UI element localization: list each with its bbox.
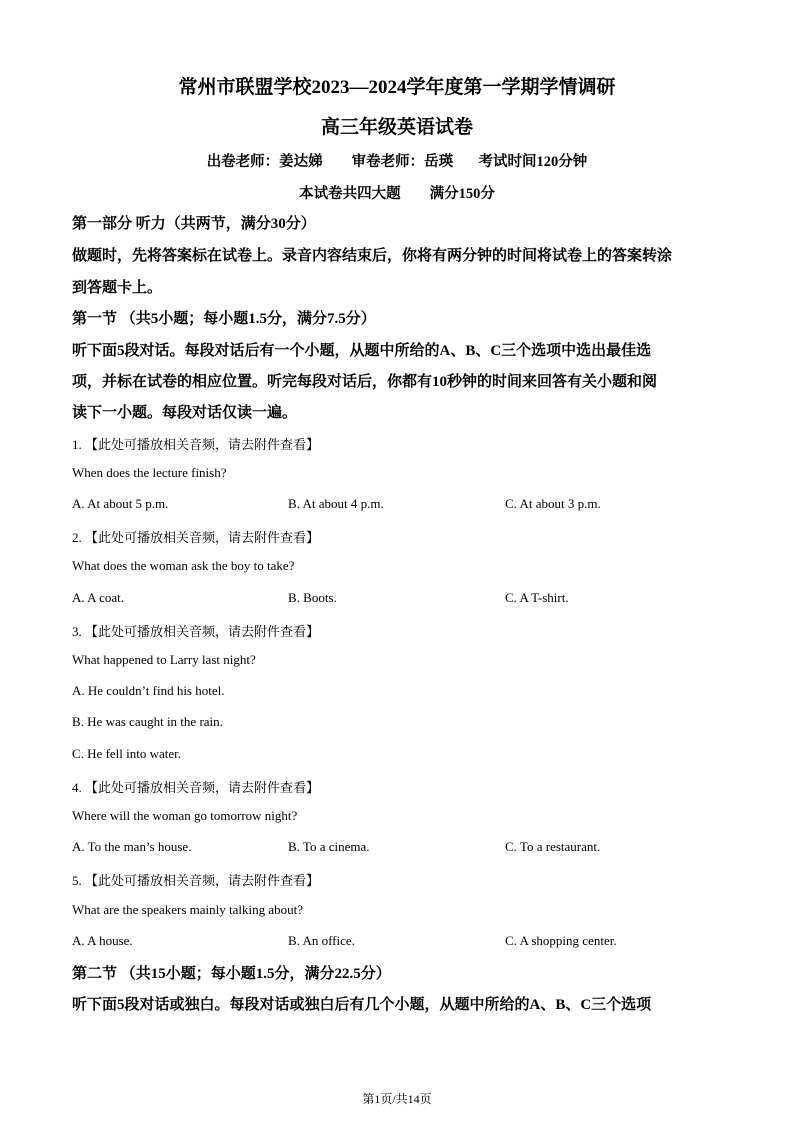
question-2-option-b: B. Boots. — [288, 590, 337, 605]
question-4-stem: Where will the woman go tomorrow night? — [72, 808, 298, 823]
question-4-option-b: B. To a cinema. — [288, 839, 370, 854]
question-1-audio-placeholder[interactable]: 1. 【此处可播放相关音频，请去附件查看】 — [72, 437, 320, 452]
question-5-option-a: A. A house. — [72, 933, 133, 948]
question-5-option-c: C. A shopping center. — [505, 933, 617, 948]
question-2-option-a: A. A coat. — [72, 590, 124, 605]
question-2-option-c: C. A T-shirt. — [505, 590, 569, 605]
question-5-audio-placeholder[interactable]: 5. 【此处可播放相关音频，请去附件查看】 — [72, 873, 320, 888]
section2-instruction-line: 听下面5段对话或独白。每段对话或独白后有几个小题，从题中所给的A、B、C三个选项 — [72, 997, 652, 1013]
question-3-audio-placeholder[interactable]: 3. 【此处可播放相关音频，请去附件查看】 — [72, 624, 320, 639]
question-3-stem: What happened to Larry last night? — [72, 652, 256, 667]
section1-instruction-line: 项，并标在试卷的相应位置。听完每段对话后，你都有10秒钟的时间来回答有关小题和阅 — [72, 374, 658, 390]
question-3-option-a: A. He couldn’t find his hotel. — [72, 683, 225, 698]
question-5-stem: What are the speakers mainly talking about? — [72, 902, 304, 917]
section1-heading: 第一节 （共5小题；每小题1.5分，满分7.5分） — [72, 311, 376, 327]
question-3-option-c: C. He fell into water. — [72, 746, 182, 761]
question-4-option-c: C. To a restaurant. — [505, 839, 601, 854]
page-number: 第1页/共14页 — [362, 1092, 432, 1106]
section1-instruction-line: 读下一小题。每段对话仅读一遍。 — [72, 405, 298, 421]
question-3-option-b: B. He was caught in the rain. — [72, 714, 223, 729]
part1-heading: 第一部分 听力（共两节，满分30分） — [72, 216, 316, 232]
question-4-option-a: A. To the man’s house. — [72, 839, 192, 854]
question-5-option-b: B. An office. — [288, 933, 355, 948]
exam-score-info: 本试卷共四大题 满分150分 — [299, 186, 495, 202]
question-1-option-c: C. At about 3 p.m. — [505, 496, 601, 511]
question-1-stem: When does the lecture finish? — [72, 465, 227, 480]
section2-heading: 第二节 （共15小题；每小题1.5分，满分22.5分） — [72, 966, 391, 982]
question-1-option-b: B. At about 4 p.m. — [288, 496, 384, 511]
exam-staff-info: 出卷老师：姜达娣 审卷老师：岳瑛 考试时间120分钟 — [206, 154, 588, 170]
exam-title: 常州市联盟学校2023—2024学年度第一学期学情调研 — [178, 77, 616, 98]
question-2-audio-placeholder[interactable]: 2. 【此处可播放相关音频，请去附件查看】 — [72, 530, 320, 545]
question-2-stem: What does the woman ask the boy to take? — [72, 558, 295, 573]
question-1-option-a: A. At about 5 p.m. — [72, 496, 169, 511]
section1-instruction-line: 听下面5段对话。每段对话后有一个小题，从题中所给的A、B、C三个选项中选出最佳选 — [72, 343, 652, 359]
part1-instruction-line: 做题时，先将答案标在试卷上。录音内容结束后，你将有两分钟的时间将试卷上的答案转涂 — [72, 248, 673, 264]
part1-instruction-line: 到答题卡上。 — [72, 280, 163, 296]
exam-subtitle: 高三年级英语试卷 — [320, 117, 473, 138]
question-4-audio-placeholder[interactable]: 4. 【此处可播放相关音频，请去附件查看】 — [72, 780, 320, 795]
